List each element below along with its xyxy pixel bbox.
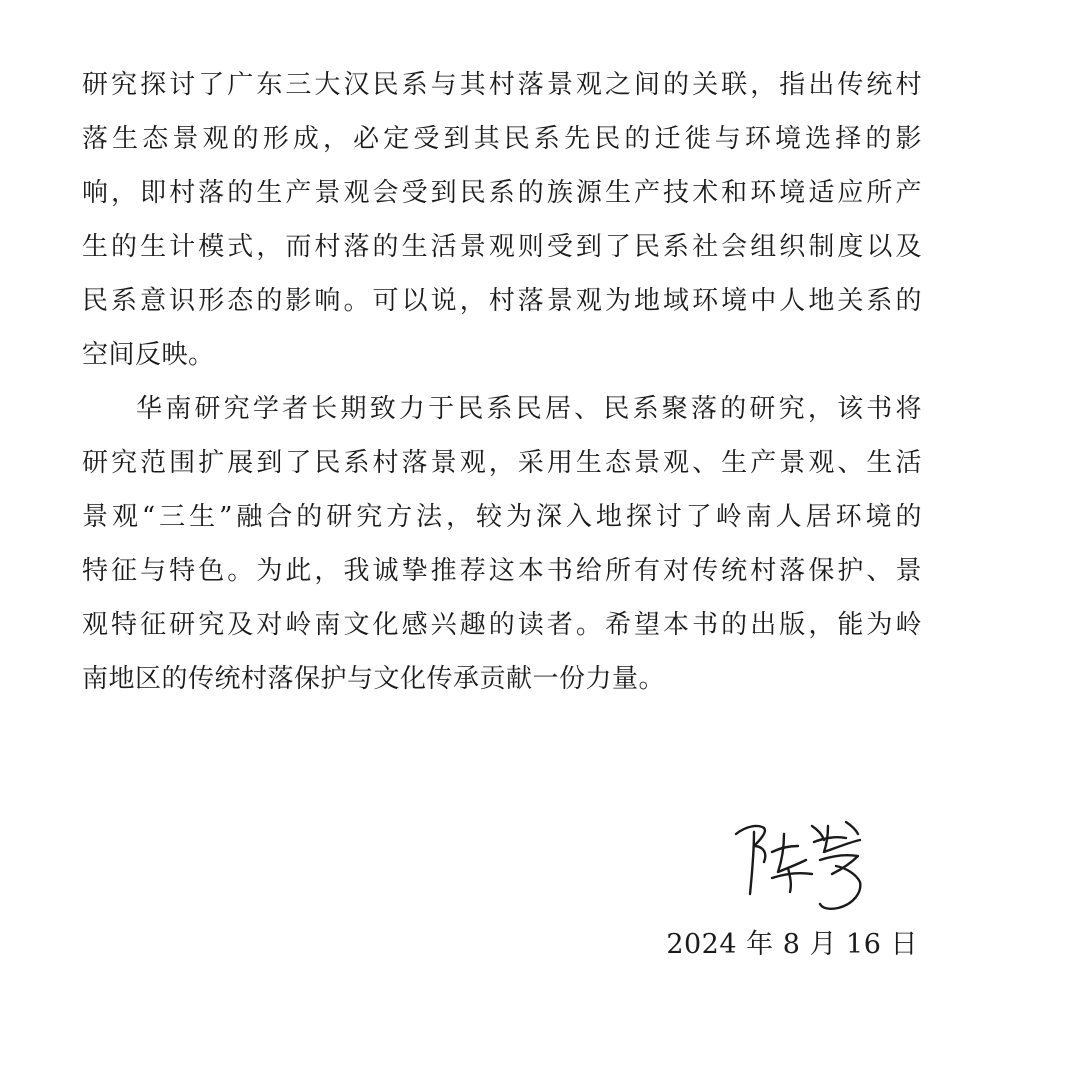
signature-date: 2024 年 8 月 16 日 [666, 929, 918, 960]
paragraph-line: 研究探讨了广东三大汉民系与其村落景观之间的关联，指出传统村 [82, 70, 922, 100]
paragraph-line-last: 空间反映。 [82, 340, 215, 370]
paragraph-line-last: 南地区的传统村落保护与文化传承贡献一份力量。 [82, 664, 666, 694]
paragraph-line: 景观“三生”融合的研究方法，较为深入地探讨了岭南人居环境的 [82, 502, 922, 532]
paragraph-line: 落生态景观的形成，必定受到其民系先民的迁徙与环境选择的影 [82, 124, 922, 154]
paragraph-line: 特征与特色。为此，我诚挚推荐这本书给所有对传统村落保护、景 [82, 556, 922, 586]
paragraph-line: 生的生计模式，而村落的生活景观则受到了民系社会组织制度以及 [82, 232, 922, 262]
paragraph-line-first: 华南研究学者长期致力于民系民居、民系聚落的研究，该书将 [136, 394, 922, 424]
handwritten-signature [728, 812, 878, 917]
paragraph-line: 研究范围扩展到了民系村落景观，采用生态景观、生产景观、生活 [82, 448, 922, 478]
paragraph-line: 响，即村落的生产景观会受到民系的族源生产技术和环境适应所产 [82, 178, 922, 208]
paragraph-line: 民系意识形态的影响。可以说，村落景观为地域环境中人地关系的 [82, 286, 922, 316]
paragraph-line: 观特征研究及对岭南文化感兴趣的读者。希望本书的出版，能为岭 [82, 610, 922, 640]
body-text [82, 58, 922, 706]
